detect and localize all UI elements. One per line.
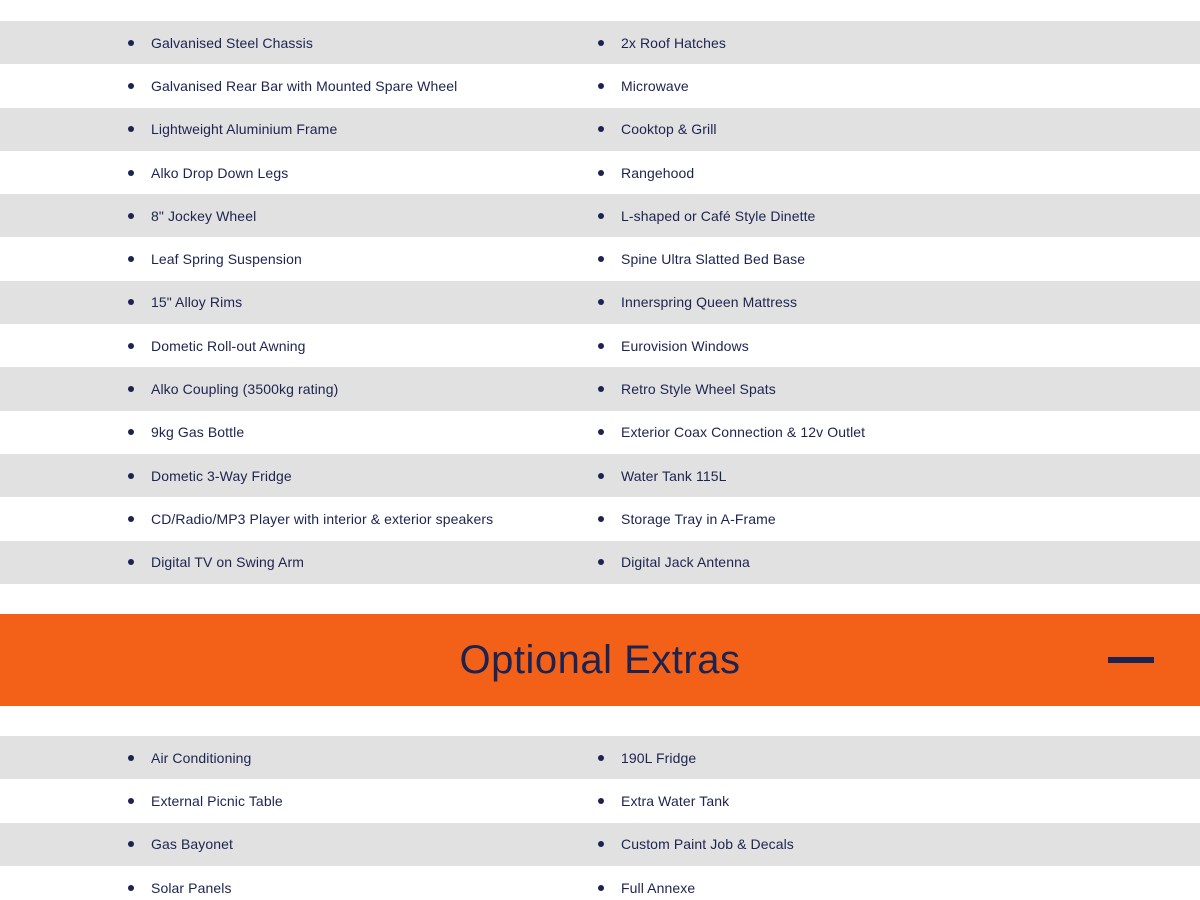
list-item-label: Dometic Roll-out Awning bbox=[151, 337, 306, 354]
list-item-label: External Picnic Table bbox=[151, 792, 283, 809]
bullet-icon bbox=[598, 213, 604, 219]
list-item-label: Digital Jack Antenna bbox=[621, 554, 750, 571]
list-item-label: Eurovision Windows bbox=[621, 337, 749, 354]
list-item bbox=[128, 381, 338, 397]
list-item-label: Full Annexe bbox=[621, 879, 696, 896]
list-item bbox=[598, 750, 696, 766]
bullet-icon bbox=[598, 299, 604, 305]
list-item bbox=[598, 208, 815, 224]
bullet-icon bbox=[598, 386, 604, 392]
list-item-label: 9kg Gas Bottle bbox=[151, 424, 245, 441]
minus-icon[interactable] bbox=[1108, 657, 1154, 663]
list-item-label: Microwave bbox=[621, 77, 689, 94]
list-item bbox=[128, 468, 292, 484]
list-item-label: Innerspring Queen Mattress bbox=[621, 294, 798, 311]
list-item bbox=[128, 121, 337, 137]
bullet-icon bbox=[598, 841, 604, 847]
list-item bbox=[128, 251, 302, 267]
list-item bbox=[598, 554, 750, 570]
bullet-icon bbox=[598, 343, 604, 349]
bullet-icon bbox=[598, 516, 604, 522]
standard-features-list bbox=[0, 21, 1200, 584]
table-row bbox=[0, 324, 1200, 367]
bullet-icon bbox=[128, 516, 134, 522]
list-item-label: 8" Jockey Wheel bbox=[151, 207, 257, 224]
list-item-label: Galvanised Steel Chassis bbox=[151, 34, 313, 51]
list-item bbox=[128, 511, 493, 527]
bullet-icon bbox=[128, 40, 134, 46]
optional-extras-list bbox=[0, 736, 1200, 900]
list-item-label: Spine Ultra Slatted Bed Base bbox=[621, 251, 806, 268]
list-item bbox=[128, 793, 283, 809]
list-item bbox=[128, 294, 242, 310]
list-item-label: Water Tank 115L bbox=[621, 467, 727, 484]
list-item bbox=[598, 338, 749, 354]
list-item bbox=[128, 78, 457, 94]
list-item-label: Custom Paint Job & Decals bbox=[621, 836, 794, 853]
list-item-label: Digital TV on Swing Arm bbox=[151, 554, 304, 571]
bullet-icon bbox=[598, 256, 604, 262]
list-item-label: Leaf Spring Suspension bbox=[151, 251, 302, 268]
list-item-label: Solar Panels bbox=[151, 879, 232, 896]
bullet-icon bbox=[598, 126, 604, 132]
list-item bbox=[128, 338, 306, 354]
bullet-icon bbox=[128, 213, 134, 219]
table-row bbox=[0, 194, 1200, 237]
list-item bbox=[128, 165, 288, 181]
table-row bbox=[0, 64, 1200, 107]
table-row bbox=[0, 736, 1200, 779]
optional-extras-header[interactable] bbox=[0, 614, 1200, 706]
bullet-icon bbox=[128, 885, 134, 891]
list-item-label: Retro Style Wheel Spats bbox=[621, 381, 776, 398]
table-row bbox=[0, 823, 1200, 866]
bullet-icon bbox=[598, 170, 604, 176]
list-item-label: L-shaped or Café Style Dinette bbox=[621, 207, 816, 224]
bullet-icon bbox=[128, 386, 134, 392]
list-item bbox=[128, 208, 256, 224]
list-item bbox=[598, 251, 805, 267]
list-item-label: Alko Coupling (3500kg rating) bbox=[151, 381, 339, 398]
list-item-label: Storage Tray in A-Frame bbox=[621, 510, 776, 527]
list-item-label: Exterior Coax Connection & 12v Outlet bbox=[621, 424, 866, 441]
table-row bbox=[0, 866, 1200, 900]
list-item-label: Extra Water Tank bbox=[621, 792, 730, 809]
list-item-label: Air Conditioning bbox=[151, 749, 252, 766]
list-item bbox=[128, 880, 232, 896]
bullet-icon bbox=[128, 473, 134, 479]
table-row bbox=[0, 237, 1200, 280]
list-item-label: Lightweight Aluminium Frame bbox=[151, 121, 338, 138]
list-item-label: 190L Fridge bbox=[621, 749, 697, 766]
table-row bbox=[0, 281, 1200, 324]
bullet-icon bbox=[128, 841, 134, 847]
bullet-icon bbox=[598, 83, 604, 89]
bullet-icon bbox=[598, 473, 604, 479]
list-item bbox=[598, 468, 727, 484]
bullet-icon bbox=[128, 256, 134, 262]
optional-extras-title: Optional Extras bbox=[459, 637, 741, 682]
list-item bbox=[598, 78, 689, 94]
list-item bbox=[598, 424, 865, 440]
bullet-icon bbox=[128, 299, 134, 305]
bullet-icon bbox=[128, 170, 134, 176]
list-item-label: Cooktop & Grill bbox=[621, 121, 717, 138]
bullet-icon bbox=[128, 755, 134, 761]
list-item bbox=[598, 294, 797, 310]
bullet-icon bbox=[598, 798, 604, 804]
table-row bbox=[0, 454, 1200, 497]
table-row bbox=[0, 541, 1200, 584]
bullet-icon bbox=[598, 755, 604, 761]
list-item bbox=[598, 121, 717, 137]
list-item bbox=[598, 35, 726, 51]
list-item-label: Gas Bayonet bbox=[151, 836, 234, 853]
table-row bbox=[0, 151, 1200, 194]
list-item bbox=[128, 424, 244, 440]
bullet-icon bbox=[598, 429, 604, 435]
list-item bbox=[128, 750, 251, 766]
bullet-icon bbox=[128, 429, 134, 435]
bullet-icon bbox=[128, 83, 134, 89]
list-item bbox=[598, 793, 729, 809]
list-item bbox=[128, 836, 233, 852]
list-item-label: Galvanised Rear Bar with Mounted Spare Wheel bbox=[151, 77, 458, 94]
table-row bbox=[0, 779, 1200, 822]
list-item-label: Alko Drop Down Legs bbox=[151, 164, 289, 181]
list-item bbox=[598, 836, 794, 852]
list-item bbox=[598, 381, 776, 397]
table-row bbox=[0, 21, 1200, 64]
list-item-label: Dometic 3-Way Fridge bbox=[151, 467, 292, 484]
list-item bbox=[598, 511, 776, 527]
table-row bbox=[0, 367, 1200, 410]
list-item bbox=[598, 880, 695, 896]
bullet-icon bbox=[128, 559, 134, 565]
list-item bbox=[128, 35, 313, 51]
list-item bbox=[128, 554, 304, 570]
list-item bbox=[598, 165, 694, 181]
bullet-icon bbox=[598, 559, 604, 565]
table-row bbox=[0, 108, 1200, 151]
list-item-label: 2x Roof Hatches bbox=[621, 34, 726, 51]
table-row bbox=[0, 497, 1200, 540]
list-item-label: 15" Alloy Rims bbox=[151, 294, 243, 311]
bullet-icon bbox=[128, 798, 134, 804]
list-item-label: CD/Radio/MP3 Player with interior & exterior speakers bbox=[151, 510, 494, 527]
table-row bbox=[0, 411, 1200, 454]
bullet-icon bbox=[598, 40, 604, 46]
bullet-icon bbox=[128, 126, 134, 132]
bullet-icon bbox=[598, 885, 604, 891]
bullet-icon bbox=[128, 343, 134, 349]
list-item-label: Rangehood bbox=[621, 164, 695, 181]
